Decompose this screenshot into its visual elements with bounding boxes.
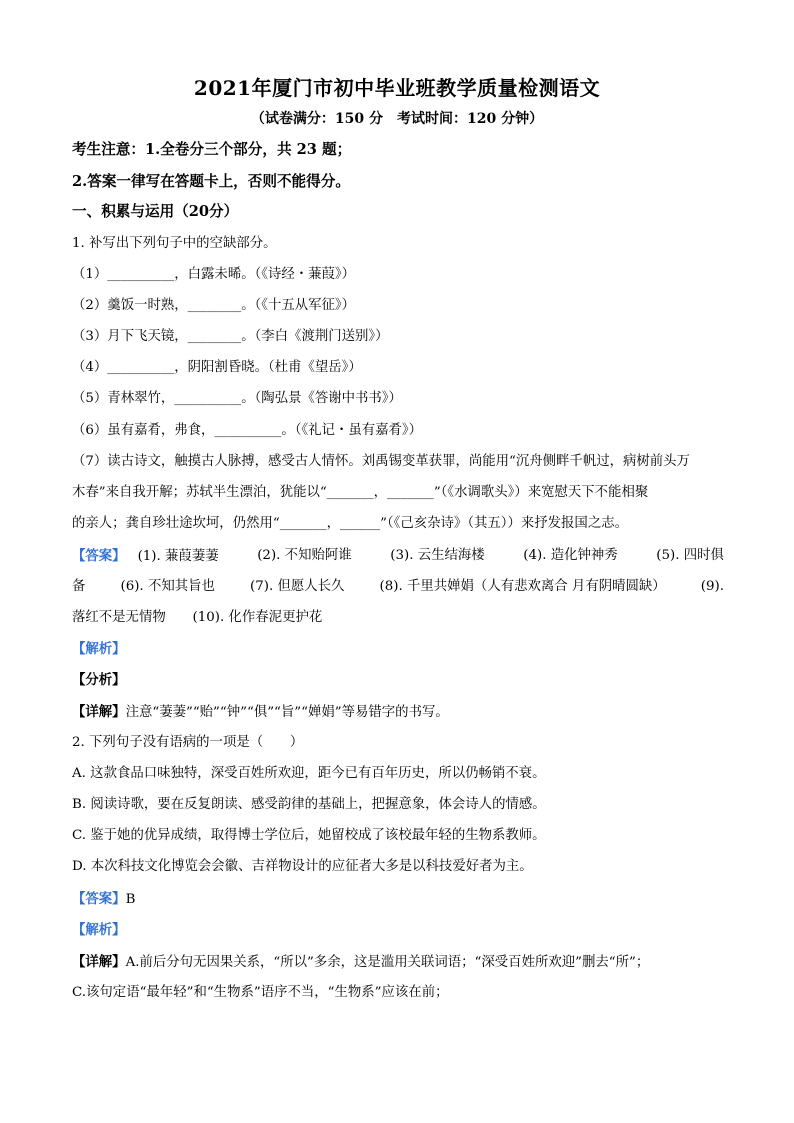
q2-option: D. 本次科技文化博览会会徽、吉祥物设计的应征者大多是以科技爱好者为主。 — [72, 859, 533, 874]
fenxi-tag: 【分析】 — [72, 672, 126, 688]
q1-item: （2）羹饭一时熟，________。（《十五从军征》） — [72, 298, 356, 313]
exam-title: 2021年厦门市初中毕业班教学质量检测语文 — [193, 76, 601, 100]
exam-subtitle: （试卷满分：150 分 考试时间：120 分钟） — [250, 111, 544, 127]
q2-option: C. 鉴于她的优异成绩，取得博士学位后，她留校成了该校最年轻的生物系教师。 — [72, 828, 546, 843]
answer-tag: 【答案】 — [72, 891, 126, 907]
detail-text: A.前后分句无因果关系，“所以”多余，这是滥用关联词语；“深受百姓所欢迎”删去“所”； — [125, 955, 650, 970]
q1-item: （5）青林翠竹，__________。（陶弘景《答谢中书书》） — [72, 391, 402, 406]
q1-detail — [72, 702, 724, 723]
answer-item: (9). — [700, 579, 724, 594]
answer-item: (1). 蒹葭萋萋 — [137, 549, 219, 564]
analysis-tag: 【解析】 — [72, 641, 126, 657]
q1-item: （6）虽有嘉肴，弗食，__________。（《礼记・虽有嘉肴》） — [72, 423, 422, 438]
answer-item: (3). 云生结海楼 — [390, 548, 485, 563]
q2-stem: 2. 下列句子没有语病的一项是（ ） — [72, 735, 304, 750]
answer-item: 备 — [72, 579, 86, 594]
answer-value: B — [125, 892, 136, 907]
q1-answer-line-3: 落红不是无情物 (10). 化作春泥更护花 — [72, 610, 323, 625]
analysis-tag: 【解析】 — [72, 922, 126, 938]
q1-item7-line: （7）读古诗文，触摸古人脉搏，感受古人情怀。刘禹锡变革获罪，尚能用“沉舟侧畔千帆过，病树前头万 — [72, 454, 690, 469]
answer-item: (5). 四时俱 — [656, 548, 724, 563]
section-heading: 一、积累与运用（20分） — [72, 203, 239, 220]
answer-item: (4). 造化钟神秀 — [523, 548, 618, 563]
q1-item: （4）__________，阴阳割昏晓。（杜甫《望岳》） — [72, 360, 362, 375]
q1-item7-line: 的亲人；龚自珍壮途坎坷，仍然用“_______，______”（《己亥杂诗》（其五））来抒发报国之志。 — [72, 516, 628, 531]
q2-option: A. 这款食品口味独特，深受百姓所欢迎，距今已有百年历史，所以仍畅销不衰。 — [72, 766, 546, 781]
note-line-1: 考生注意：1.全卷分三个部分，共 23 题； — [72, 141, 352, 158]
answer-item: (8). 千里共婵娟（人有悲欢离合 月有阴晴圆缺） — [379, 579, 666, 594]
answer-item: (6). 不知其旨也 — [120, 579, 215, 594]
q1-answer-line-2 — [72, 577, 724, 597]
detail-tag: 【详解】 — [72, 704, 126, 720]
q1-item: （1）__________，白露未晞。（《诗经・蒹葭》） — [72, 267, 356, 282]
q1-answer-line-1 — [72, 546, 724, 567]
answer-tag: 【答案】 — [72, 548, 126, 564]
q2-detail-line-1 — [72, 952, 724, 973]
answer-item: (7). 但愿人长久 — [249, 579, 345, 594]
q1-item: （3）月下飞天镜，________。（李白《渡荆门送别》） — [72, 329, 389, 344]
q1-item7-line: 木春”来自我开解；苏轼半生漂泊，犹能以“_______，_______”（《水调歌头》）来宽慰天下不能相聚 — [72, 485, 649, 500]
q2-detail-line-2: C.该句定语“最年轻”和“生物系”语序不当，“生物系”应该在前； — [72, 985, 449, 1000]
detail-text: 注意“萋萋”“贻”“钟”“俱”“旨”“婵娟”等易错字的书写。 — [125, 705, 449, 720]
q2-answer — [72, 889, 724, 910]
detail-tag: 【详解】 — [72, 954, 126, 970]
q2-option: B. 阅读诗歌，要在反复朗读、感受韵律的基础上，把握意象，体会诗人的情感。 — [72, 797, 546, 812]
answer-item: (2). 不知贻阿谁 — [257, 548, 352, 563]
note-line-2: 2.答案一律写在答题卡上，否则不能得分。 — [72, 173, 350, 190]
q1-stem: 1. 补写出下列句子中的空缺部分。 — [72, 236, 277, 251]
